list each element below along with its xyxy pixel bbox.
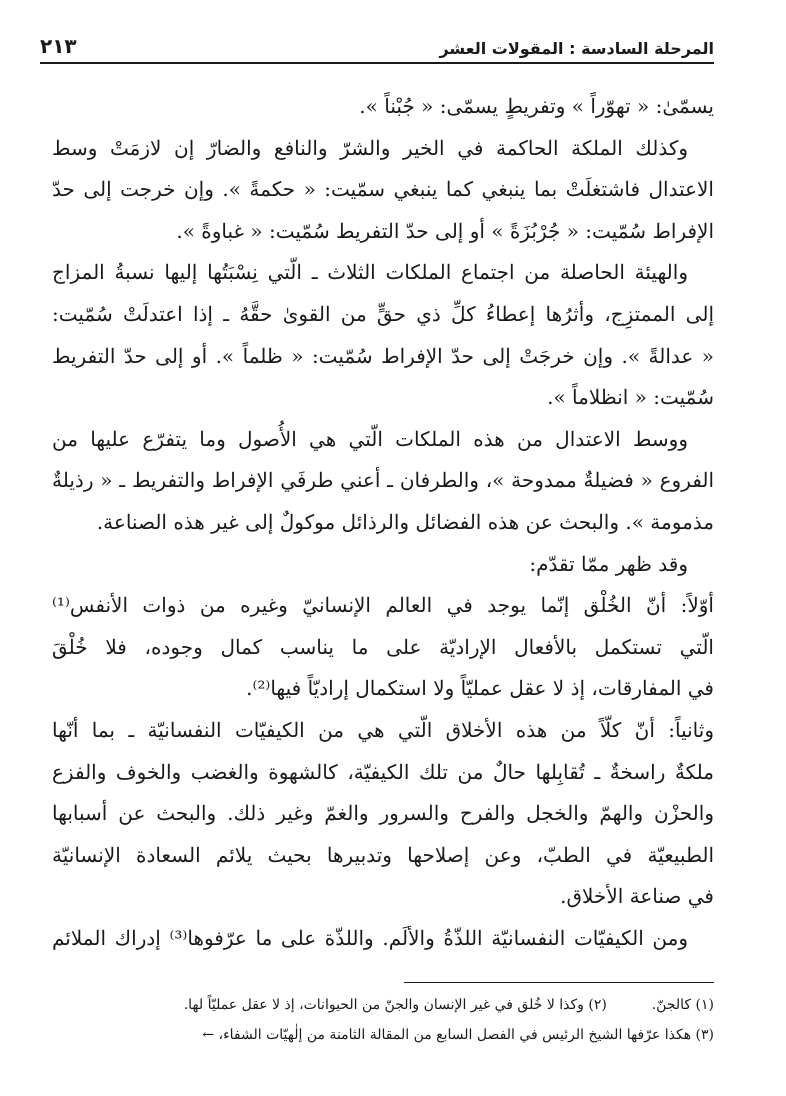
text-line: ملكةٌ راسخةٌ ـ تُقابِلها حالٌ من تلك الكيفيّة، كالشهوة والغضب والخوف والفزع xyxy=(52,759,714,784)
text-line: إلى الممتزِج، وأثرُها إعطاءُ كلِّ ذي حقٍّ من القوىٰ حقَّهُ ـ إذا اعتدلَتْ سُمّيت: xyxy=(52,301,714,326)
footnote-separator xyxy=(404,982,714,983)
footnote-row xyxy=(52,990,714,1020)
text-line: وثانياً: أنّ كلّاً من هذه الأخلاق الّتي هي من الكيفيّات النفسانيّة ـ بما أنّها xyxy=(52,717,714,742)
page-number: ٢١٣ xyxy=(40,34,77,58)
footnote-3: (٣) هكذا عرّفها الشيخ الرئيس في الفصل السابع من المقالة الثامنة من إلٰهيّات الشفاء، ← xyxy=(202,1027,714,1043)
text-line: والهيئة الحاصلة من اجتماع الملكات الثلاث ـ الّتي نِسْبَتُها إليها نسبةُ المزاج xyxy=(52,260,688,285)
text-line: في المفارقات، إذ لا عقل عمليّاً ولا استكمال إراديّاً فيها⁽²⁾. xyxy=(246,676,714,701)
text-line: سُمّيت: « انظلاماً ». xyxy=(547,385,714,410)
text-line: الّتي تستكمل بالأفعال الإراديّة على ما يناسب كمال وجوده، فلا خُلْقَ xyxy=(52,634,714,659)
text-line: ومن الكيفيّات النفسانيّة اللذّةُ والألَم. واللذّة على ما عرّفوها⁽³⁾ إدراك الملائم xyxy=(52,925,689,950)
text-line: ووسط الاعتدال من هذه الملكات الّتي هي الأُصول وما يتفرّع عليها من xyxy=(52,426,688,451)
text-line: الاعتدال فاشتغلَتْ بما ينبغي كما ينبغي سمّيت: « حكمةً ». وإن خرجت إلى حدّ xyxy=(52,177,714,202)
text-line: الفروع « فضيلةٌ ممدوحة »، والطرفان ـ أعني طرفَي الإفراط والتفريط ـ « رذيلةٌ xyxy=(52,468,714,493)
text-line: مذمومة ». والبحث عن هذه الفضائل والرذائل موكولٌ إلى غير هذه الصناعة. xyxy=(96,509,714,534)
footnotes xyxy=(52,990,714,1050)
text-line: يسمّىٰ: « تهوّراً » وتفريطٍ يسمّى: « جُبْناً ». xyxy=(359,94,714,118)
text-line: الطبيعيّة في الطبّ، وعن إصلاحها وتدبيرها بحيث يلائم السعادة الإنسانيّة xyxy=(52,842,714,867)
text-line: وكذلك الملكة الحاكمة في الخير والشرّ والنافع والضارّ إن لازمَتْ وسط xyxy=(52,135,688,160)
running-header xyxy=(40,28,714,64)
text-line: في صناعة الأخلاق. xyxy=(560,884,714,909)
footnote-1: (١) كالجنّ. xyxy=(651,997,714,1013)
text-line: والحزْن والهمّ والخجل والفرح والسرور والغمّ وغير ذلك. والبحث عن أسبابها xyxy=(52,801,714,826)
text-line: وقد ظهر ممّا تقدّم: xyxy=(529,551,688,576)
text-line: « عدالةً ». وإن خرجَتْ إلى حدّ الإفراط سُمّيت: « ظلماً ». أو إلى حدّ التفريط xyxy=(52,343,714,368)
main-text xyxy=(52,86,714,959)
text-line: الإفراط سُمّيت: « جُرْبُزَةً » أو إلى حدّ التفريط سُمّيت: « غباوةً ». xyxy=(176,218,714,243)
text-line: أوّلاً: أنّ الخُلْق إنّما يوجد في العالم الإنسانيّ وغيره من ذوات الأنفس⁽¹⁾ xyxy=(52,593,714,618)
footnote-2: (٢) وكذا لا خُلق في غير الإنسان والجنّ من الحيوانات، إذ لا عقل عمليّاً لها. xyxy=(183,997,607,1013)
running-header-title: المرحلة السادسة : المقولات العشر xyxy=(439,39,714,58)
